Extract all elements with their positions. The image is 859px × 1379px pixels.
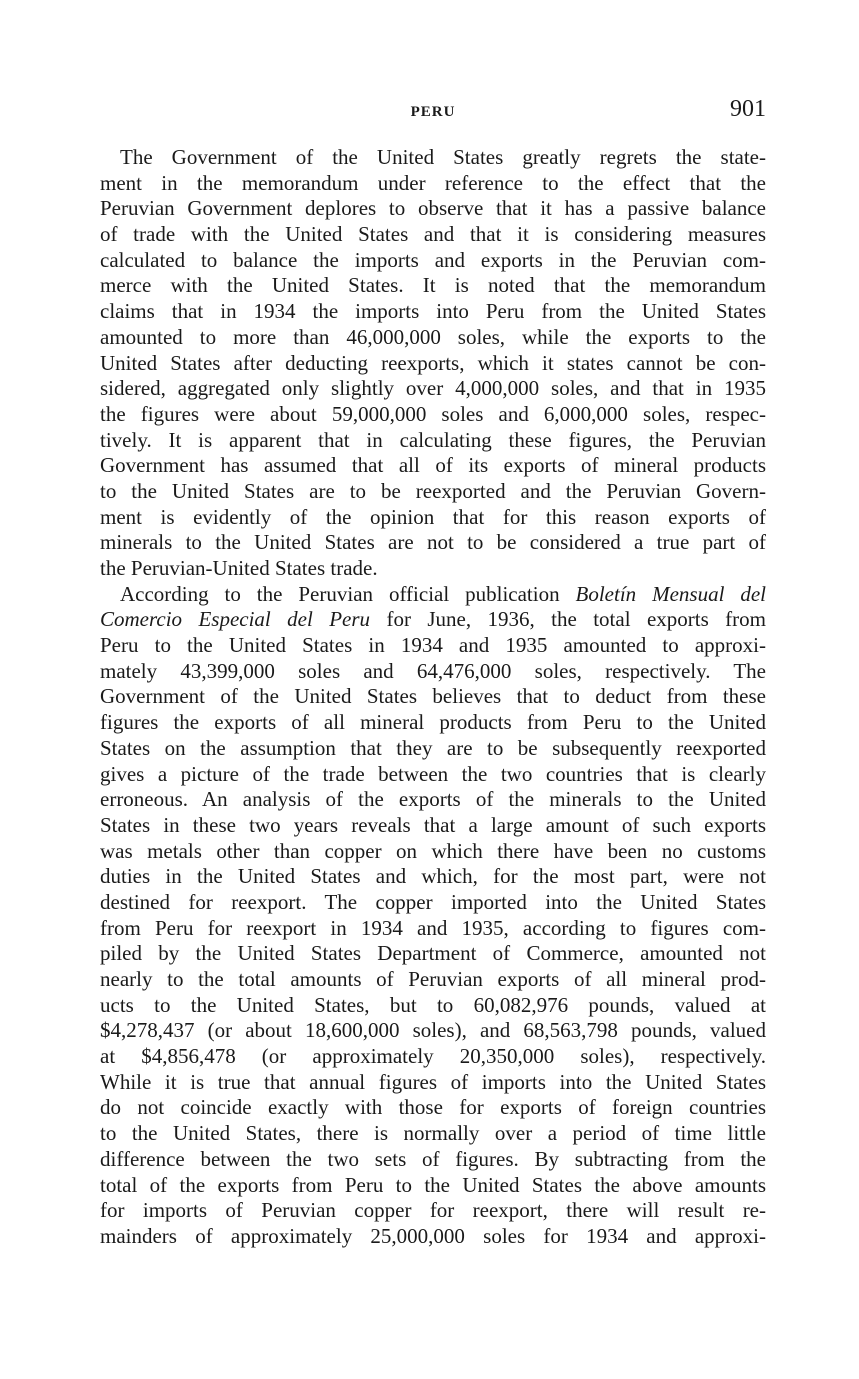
text-line: amounted to more than 46,000,000 soles, while the exports to the xyxy=(100,324,766,349)
text-line: from Peru for reexport in 1934 and 1935, according to figures com- xyxy=(100,915,766,940)
text-line: Peru to the United States in 1934 and 1935 amounted to approxi- xyxy=(100,633,766,658)
text-line: piled by the United States Department of Commerce, amounted not xyxy=(100,941,766,966)
text-line: States on the assumption that they are to be subsequently reexported xyxy=(100,735,766,760)
text-line: sidered, aggregated only slightly over 4,000,000 soles, and that in 1935 xyxy=(100,376,766,401)
text-line: $4,278,437 (or about 18,600,000 soles), and 68,563,798 pounds, valued xyxy=(100,1018,766,1043)
text-line: was metals other than copper on which there have been no customs xyxy=(100,838,766,863)
text-line: to the United States are to be reexported and the Peruvian Govern- xyxy=(100,478,766,503)
text-line: erroneous. An analysis of the exports of the minerals to the United xyxy=(100,787,766,812)
text-line: claims that in 1934 the imports into Peru from the United States xyxy=(100,299,766,324)
running-title: PERU xyxy=(410,104,456,120)
text-line: mately 43,399,000 soles and 64,476,000 soles, respectively. The xyxy=(100,658,766,683)
text-line: Government of the United States believes that to deduct from these xyxy=(100,684,766,709)
text-line: ucts to the United States, but to 60,082,976 pounds, valued at xyxy=(100,992,766,1017)
text-line: figures the exports of all mineral products from Peru to the United xyxy=(100,710,766,735)
text-line: United States after deducting reexports, which it states cannot be con- xyxy=(100,350,766,375)
text-line: minerals to the United States are not to be considered a true part of xyxy=(100,530,766,555)
text-line: ment in the memorandum under reference to the effect that the xyxy=(100,170,766,195)
publication-title-italic: Boletín Mensual del xyxy=(575,581,766,606)
text-line-with-italic xyxy=(100,582,766,608)
text-line: the Peruvian-United States trade. xyxy=(100,556,378,580)
text-line: mainders of approximately 25,000,000 soles for 1934 and approxi- xyxy=(100,1223,766,1248)
text-line: difference between the two sets of figures. By subtracting from the xyxy=(100,1146,766,1171)
text-line: duties in the United States and which, for the most part, were not xyxy=(100,864,766,889)
text-line: at $4,856,478 (or approximately 20,350,000 soles), respectively. xyxy=(100,1044,766,1069)
text-line: total of the exports from Peru to the United States the above amounts xyxy=(100,1172,766,1197)
paragraph-1 xyxy=(100,145,766,582)
publication-title-italic: Comercio Especial del Peru xyxy=(100,607,371,632)
text-line: of trade with the United States and that it is considering measures xyxy=(100,222,766,247)
page-number: 901 xyxy=(730,96,766,122)
text-line: for imports of Peruvian copper for reexport, there will result re- xyxy=(100,1198,766,1223)
text-line: merce with the United States. It is noted that the memorandum xyxy=(100,273,766,298)
text-line: destined for reexport. The copper imported into the United States xyxy=(100,889,766,914)
text-line: gives a picture of the trade between the two countries that is clearly xyxy=(100,761,766,786)
text-line: States in these two years reveals that a large amount of such exports xyxy=(100,812,766,837)
text-line-with-italic xyxy=(100,607,766,633)
text-line: do not coincide exactly with those for exports of foreign countries xyxy=(100,1095,766,1120)
text-line: nearly to the total amounts of Peruvian exports of all mineral prod- xyxy=(100,967,766,991)
text-line: ment is evidently of the opinion that for this reason exports of xyxy=(100,504,766,529)
text-line: The Government of the United States greatly regrets the state- xyxy=(120,145,766,169)
text-line: While it is true that annual figures of imports into the United States xyxy=(100,1069,766,1094)
body-text xyxy=(100,145,766,1250)
text-line: Peruvian Government deplores to observe that it has a passive balance xyxy=(100,196,766,221)
running-header xyxy=(100,96,766,130)
text-line: to the United States, there is normally over a period of time little xyxy=(100,1121,766,1146)
text-line: calculated to balance the imports and exports in the Peruvian com- xyxy=(100,247,766,272)
text-line: the figures were about 59,000,000 soles and 6,000,000 soles, respec- xyxy=(100,401,766,426)
text-run: According to the Peruvian official publication xyxy=(120,581,576,606)
text-line: Government has assumed that all of its exports of mineral products xyxy=(100,453,766,478)
text-run: for June, 1936, the total exports from xyxy=(370,607,766,632)
paragraph-2 xyxy=(100,582,766,1250)
text-line: tively. It is apparent that in calculating these figures, the Peruvian xyxy=(100,427,766,452)
